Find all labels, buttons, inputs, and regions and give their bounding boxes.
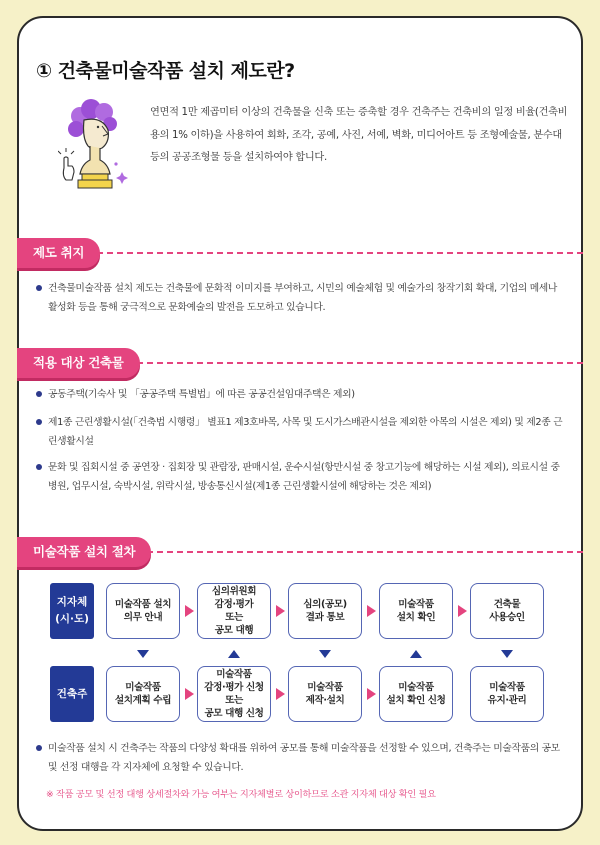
section-tag-targets: 적용 대상 건축물 [17, 348, 140, 378]
arrow-right-icon [367, 605, 376, 617]
statue-illustration [58, 96, 130, 192]
arrow-right-icon [185, 605, 194, 617]
bullet-item: 공동주택(기숙사 및 「공공주택 특별법」에 따른 공공건설임대주택은 제외) [36, 386, 566, 405]
arrow-down-icon [319, 650, 331, 658]
bullet-dot [36, 419, 42, 425]
intro-paragraph: 연면적 1만 제곱미터 이상의 건축물을 신축 또는 증축할 경우 건축주는 건축비의 일정 비율(건축비용의 1% 이하)을 사용하여 회화, 조각, 공예, 사진, 서예, 벽화, 미디어아트 등 조형예술물, 분수대 등의 공공조형물 등을 설치하여야 합니다. [150, 107, 568, 163]
bullet-item: 미술작품 설치 시 건축주는 작품의 다양성 확대를 위하여 공모를 통해 미술작품을 선정할 수 있으며, 건축주는 미술작품의 공모 및 선정 대행을 각 지자체에 요청할 수 있습니다. [36, 740, 566, 777]
flow-step-use-approval: 건축물 사용승인 [470, 583, 544, 639]
arrow-right-icon [367, 688, 376, 700]
arrow-down-icon [501, 650, 513, 658]
flow-step-maintenance: 미술작품 유지·관리 [470, 666, 544, 722]
bullet-dot [36, 285, 42, 291]
section-tag-procedure: 미술작품 설치 절차 [17, 537, 151, 567]
bullet-item: 제1종 근린생활시설(「건축법 시행령」 별표1 제3호바목, 사목 및 도시가스배관시설을 제외한 아목의 시설은 제외) 및 제2종 근린생활시설 [36, 414, 566, 451]
flow-step-result-notice: 심의(공모) 결과 통보 [288, 583, 362, 639]
arrow-right-icon [276, 605, 285, 617]
bullet-item: 문화 및 집회시설 중 공연장 · 집회장 및 관람장, 판매시설, 운수시설(항만시설 중 창고기능에 해당하는 시설 제외), 의료시설 중 병원, 업무시설, 숙박시설, 위락시설, 방송통신시설(제1종 근린생활시설에 해당하는 것은 제외) [36, 459, 566, 496]
arrow-right-icon [185, 688, 194, 700]
flow-step-production: 미술작품 제작·설치 [288, 666, 362, 722]
page-title: ① 건축물미술작품 설치 제도란? [36, 60, 295, 82]
flow-label-local-gov: 지자체 (시·도) [50, 583, 94, 639]
bullet-dot [36, 464, 42, 470]
bullet-item: 건축물미술작품 설치 제도는 건축물에 문화적 이미지를 부여하고, 시민의 예술체험 및 예술가의 창작기회 확대, 기업의 메세나 활성화 등을 통해 궁극적으로 문화예술의 발전을 도모하고 있습니다. [36, 280, 566, 317]
arrow-up-icon [410, 650, 422, 658]
arrow-right-icon [458, 605, 467, 617]
flow-step-install-check-request: 미술작품 설치 확인 신청 [379, 666, 453, 722]
bullet-dot [36, 745, 42, 751]
flow-step-appraisal-request: 미술작품 감정·평가 신청 또는 공모 대행 신청 [197, 666, 271, 722]
footnote: ※ 작품 공모 및 선정 대행 상세절차와 가능 여부는 지자체별로 상이하므로 소관 지자체 대상 확인 필요 [46, 789, 436, 800]
flow-label-owner: 건축주 [50, 666, 94, 722]
flow-step-install-check: 미술작품 설치 확인 [379, 583, 453, 639]
flow-step-install-plan: 미술작품 설치계획 수립 [106, 666, 180, 722]
bullet-dot [36, 391, 42, 397]
section-divider [17, 252, 583, 254]
section-tag-purpose: 제도 취지 [17, 238, 100, 268]
arrow-down-icon [137, 650, 149, 658]
arrow-up-icon [228, 650, 240, 658]
flow-step-committee-appraisal: 심의위원회 감정·평가 또는 공모 대행 [197, 583, 271, 639]
flow-step-duty-notice: 미술작품 설치 의무 안내 [106, 583, 180, 639]
arrow-right-icon [276, 688, 285, 700]
